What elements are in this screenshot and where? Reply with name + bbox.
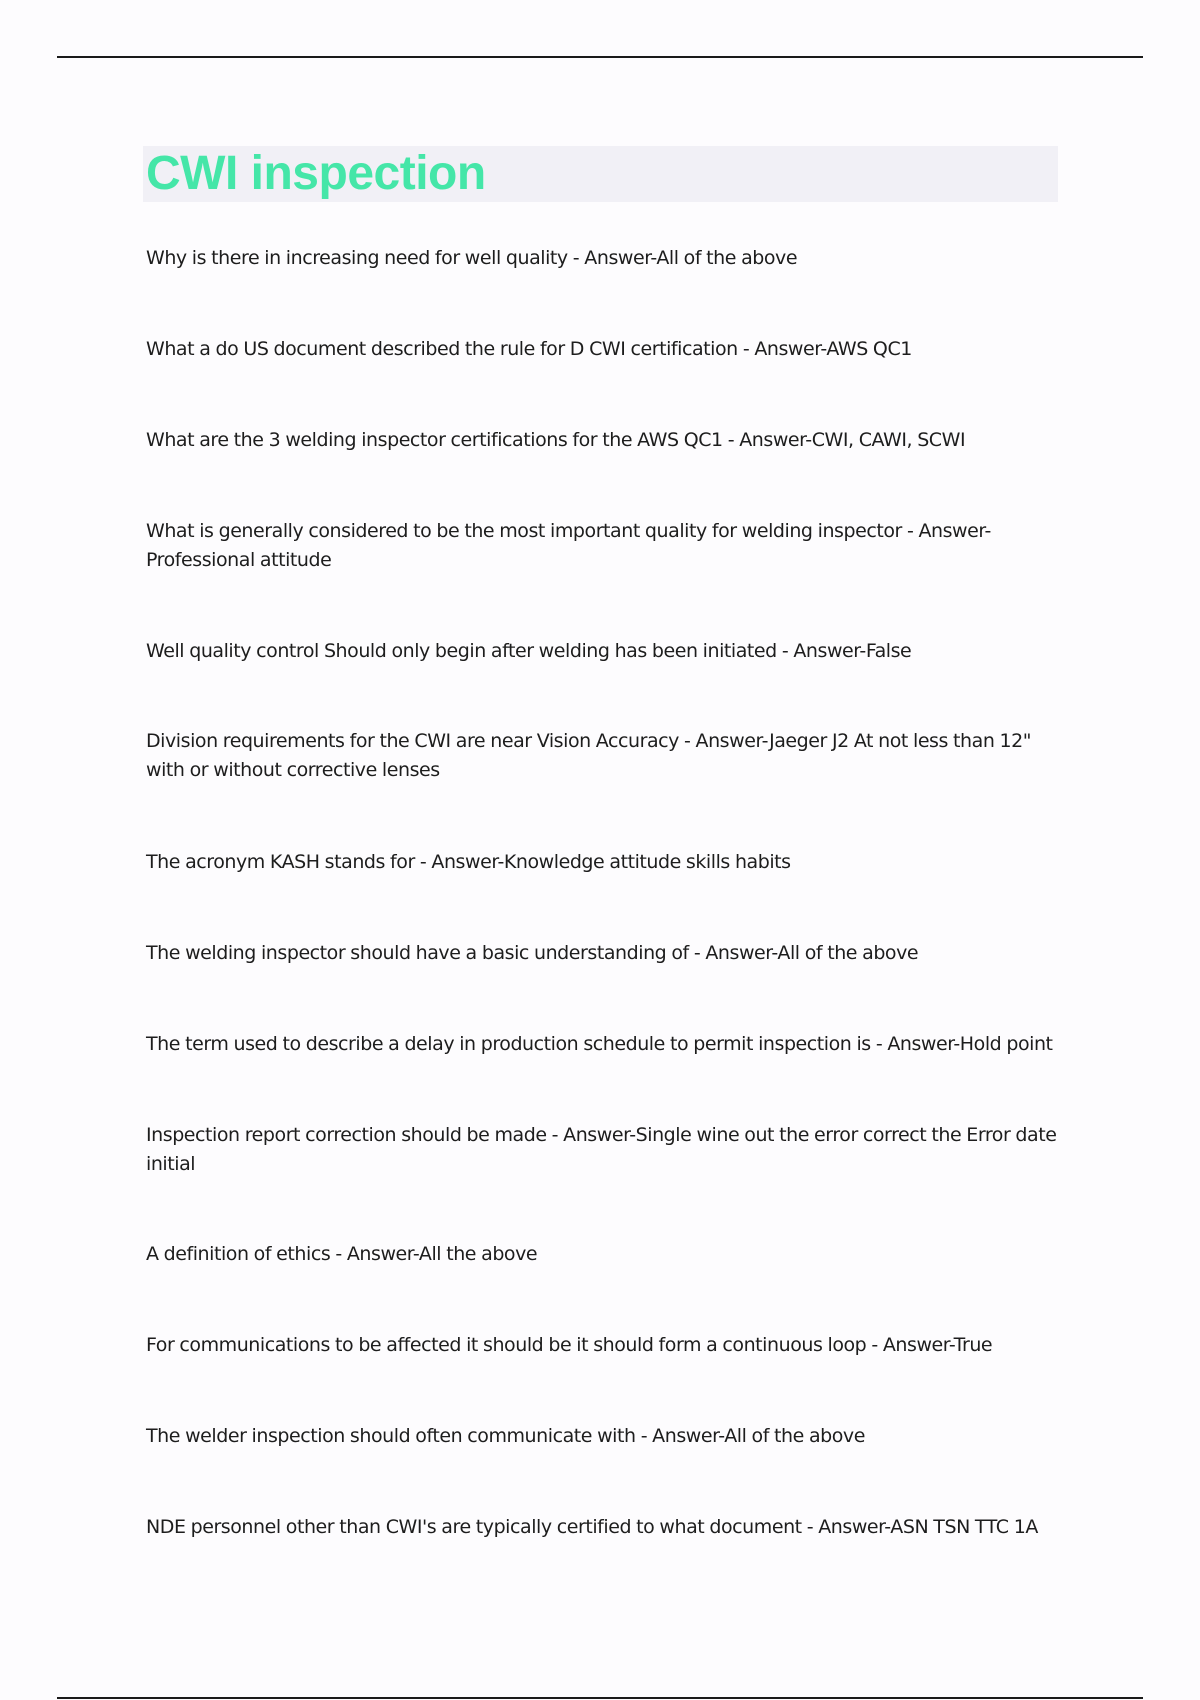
qa-item-13: The welder inspection should often communicate with - Answer-All of the above (146, 1425, 865, 1447)
qa-item-12: For communications to be affected it should be it should form a continuous loop - Answer-True (146, 1334, 993, 1356)
qa-item-14: NDE personnel other than CWI's are typically certified to what document - Answer-ASN TSN TTC 1A (146, 1516, 1038, 1538)
qa-item-9: The term used to describe a delay in production schedule to permit inspection is - Answer-Hold point (146, 1033, 1053, 1055)
bottom-rule (57, 1697, 1143, 1699)
qa-item-4: What is generally considered to be the most important quality for welding inspector - Answer-Professional attitude (146, 520, 991, 571)
qa-item-3: What are the 3 welding inspector certifications for the AWS QC1 - Answer-CWI, CAWI, SCWI (146, 429, 966, 451)
top-rule (57, 56, 1143, 58)
qa-item-6: Division requirements for the CWI are near Vision Accuracy - Answer-Jaeger J2 At not less than 12" with or without corrective lenses (146, 730, 1032, 781)
qa-item-2: What a do US document described the rule for D CWI certification - Answer-AWS QC1 (146, 338, 912, 360)
qa-item-10: Inspection report correction should be made - Answer-Single wine out the error correct the Error date initial (146, 1124, 1057, 1175)
document-title: CWI inspection (146, 147, 486, 200)
qa-item-5: Well quality control Should only begin after welding has been initiated - Answer-False (146, 640, 912, 662)
qa-item-11: A definition of ethics - Answer-All the above (146, 1243, 538, 1265)
qa-item-8: The welding inspector should have a basic understanding of - Answer-All of the above (146, 942, 919, 964)
qa-item-7: The acronym KASH stands for - Answer-Knowledge attitude skills habits (146, 851, 791, 873)
qa-item-1: Why is there in increasing need for well quality - Answer-All of the above (146, 247, 798, 269)
